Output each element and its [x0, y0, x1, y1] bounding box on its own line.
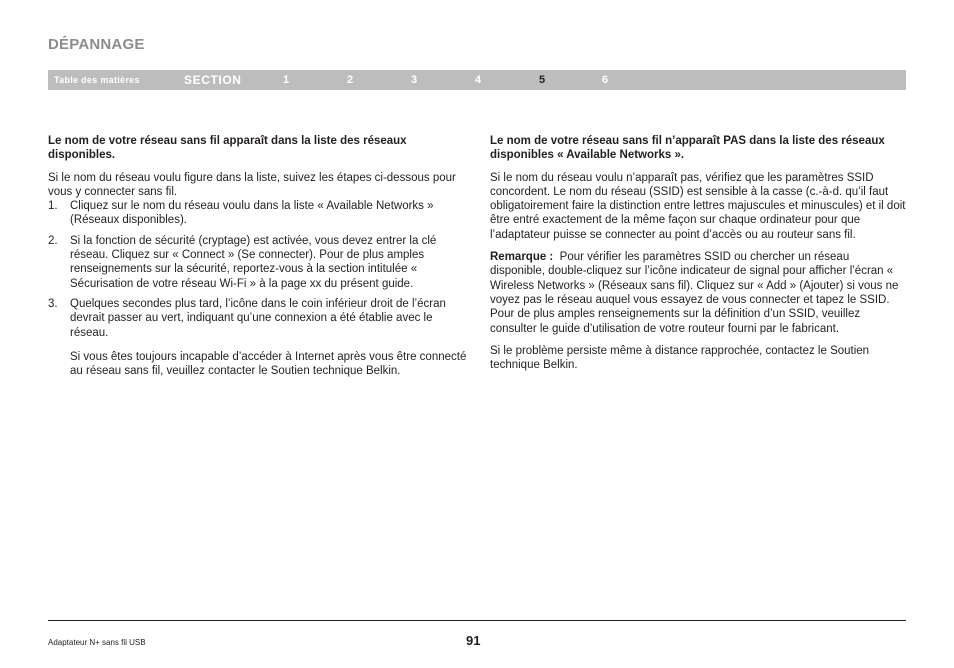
left-column — [48, 134, 468, 378]
nav-section-label: SECTION — [184, 73, 242, 87]
right-column — [490, 134, 906, 372]
right-paragraph-ssid: Si le nom du réseau voulu n’apparaît pas, vérifiez que les paramètres SSID concordent. Le nom du réseau (SSID) est sensible à la casse (c.-à-d. qu’il faut obligatoirement faire la distinction entre lettres majuscules et minuscules) et il doit être entré exactement de la même façon sur chaque ordinateur pour que l’adaptateur puisse se connecter au point d’accès ou au routeur sans fil. — [490, 171, 906, 241]
step-text: Si la fonction de sécurité (cryptage) est activée, vous devez entrer la clé réseau. Cliquez sur « Connect » (Se connecter). Pour de plus amples renseignements sur la sécurité, reportez-vous à la section intitulée « Sécurisation de votre réseau Wi-Fi » à la page xx du présent guide. — [70, 234, 437, 290]
page-title: DÉPANNAGE — [48, 36, 145, 53]
nav-section-6[interactable]: 6 — [602, 74, 609, 86]
page-number: 91 — [466, 633, 481, 648]
right-note — [490, 250, 906, 336]
step-number: 3. — [48, 297, 58, 310]
nav-section-1[interactable]: 1 — [283, 74, 290, 86]
step-number: 1. — [48, 200, 58, 213]
nav-section-3[interactable]: 3 — [411, 74, 418, 86]
note-label: Remarque : — [490, 251, 554, 264]
step-text: Quelques secondes plus tard, l’icône dans le coin inférieur droit de l’écran devrait passer au vert, indiquant qu’une connexion a été établie avec le réseau. — [70, 297, 446, 339]
right-paragraph-support: Si le problème persiste même à distance rapprochée, contactez le Soutien technique Belkin. — [490, 344, 870, 372]
steps-list — [48, 199, 468, 340]
list-item — [48, 297, 468, 340]
nav-section-4[interactable]: 4 — [475, 74, 482, 86]
list-item — [48, 234, 468, 291]
left-closing: Si vous êtes toujours incapable d’accéder à Internet après vous être connecté au réseau sans fil, veuillez contacter le Soutien technique Belkin. — [70, 350, 467, 378]
footer-divider — [48, 620, 906, 621]
left-intro: Si le nom du réseau voulu figure dans la liste, suivez les étapes ci-dessous pour vous y connecter sans fil. — [48, 171, 456, 198]
left-heading: Le nom de votre réseau sans fil apparaît dans la liste des réseaux disponibles. — [48, 135, 407, 162]
nav-section-2[interactable]: 2 — [347, 74, 354, 86]
nav-section-5[interactable]: 5 — [539, 74, 546, 86]
list-item — [48, 199, 468, 228]
step-text: Cliquez sur le nom du réseau voulu dans la liste « Available Networks » (Réseaux disponibles). — [70, 200, 434, 227]
section-nav-bar — [48, 70, 906, 90]
note-text: Pour vérifier les paramètres SSID ou chercher un réseau disponible, double-cliquez sur l’icône indicateur de signal pour afficher l’écran « Wireless Networks » (Réseaux sans fil). Cliquez sur « Add » (Ajouter) si vous ne voyez pas le réseau auquel vous essayez de vous connecter et tapez le SSID. Pour de plus amples renseignements sur la définition d’un SSID, veuillez consulter le guide d’utilisation de votre routeur fourni par le fabricant. — [490, 251, 899, 335]
nav-table-of-contents[interactable]: Table des matières — [54, 75, 140, 85]
footer-product-name: Adaptateur N+ sans fil USB — [48, 638, 146, 647]
right-heading: Le nom de votre réseau sans fil n’apparaît PAS dans la liste des réseaux disponibles « Available Networks ». — [490, 135, 885, 162]
step-number: 2. — [48, 234, 58, 247]
